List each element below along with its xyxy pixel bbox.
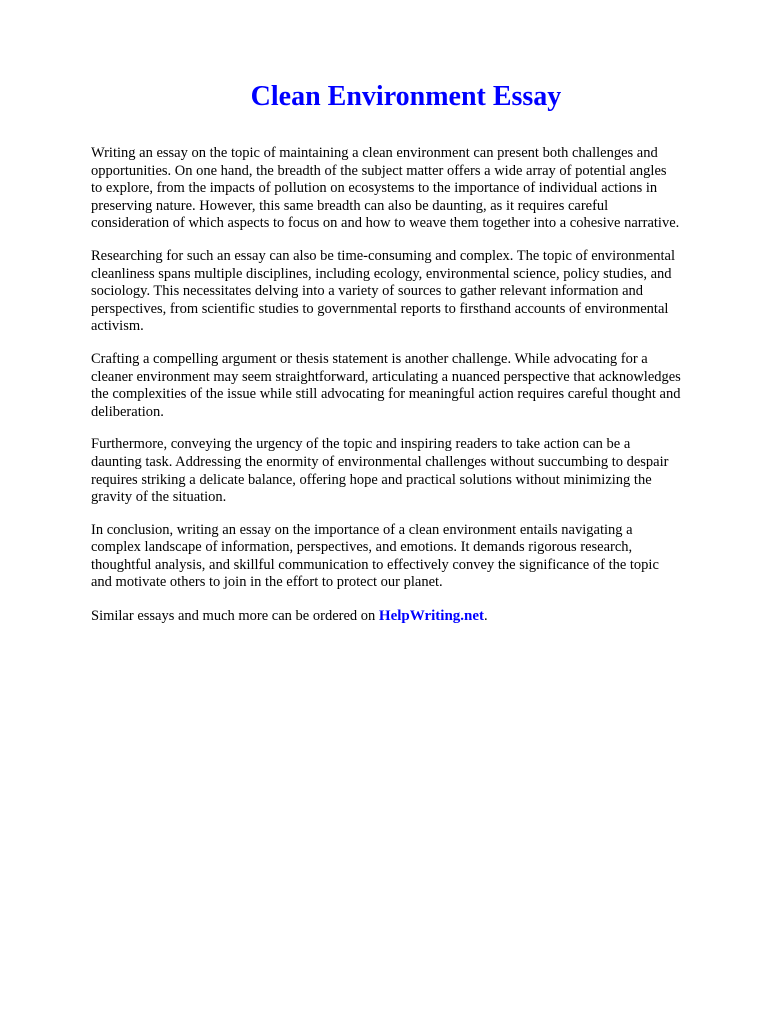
paragraph-4: Furthermore, conveying the urgency of the topic and inspiring readers to take action can be a daunting task. Addressing the enormity of environmental challenges without succumbing to despair requires striking a delicate balance, offering hope and practical solutions without minimizing the gravity of the situation. (91, 436, 669, 506)
helpwriting-link[interactable]: HelpWriting.net (378, 608, 485, 625)
document-body (91, 145, 723, 625)
order-note (91, 607, 723, 625)
paragraph-1: Writing an essay on the topic of maintaining a clean environment can present both challenges and opportunities. On one hand, the breadth of the subject matter offers a wide array of potential angles to explore, from the impacts of pollution on ecosystems to the importance of individual actions in preserving nature. However, this same breadth can also be daunting, as it requires careful consideration of which aspects to focus on and how to weave them together into a cohesive narrative. (91, 145, 680, 232)
document-title: Clean Environment Essay (250, 81, 562, 112)
order-note-suffix: . (484, 608, 488, 625)
paragraph-5: In conclusion, writing an essay on the importance of a clean environment entails navigating a complex landscape of information, perspectives, and emotions. It demands rigorous research, thoughtful analysis, and skillful communication to effectively convey the significance of the topic and motivate others to join in the effort to protect our planet. (91, 521, 659, 591)
paragraph-3: Crafting a compelling argument or thesis statement is another challenge. While advocating for a cleaner environment may seem straightforward, articulating a nuanced perspective that acknowledges the complexities of the issue while still advocating for meaningful action requires careful thought and deliberation. (91, 350, 681, 420)
order-note-prefix: Similar essays and much more can be ordered on (91, 608, 379, 625)
paragraph-2: Researching for such an essay can also be time-consuming and complex. The topic of environmental cleanliness spans multiple disciplines, including ecology, environmental science, policy studies, and sociology. This necessitates delving into a variety of sources to gather relevant information and perspectives, from scientific studies to governmental reports to firsthand accounts of environmental activism. (91, 247, 675, 335)
